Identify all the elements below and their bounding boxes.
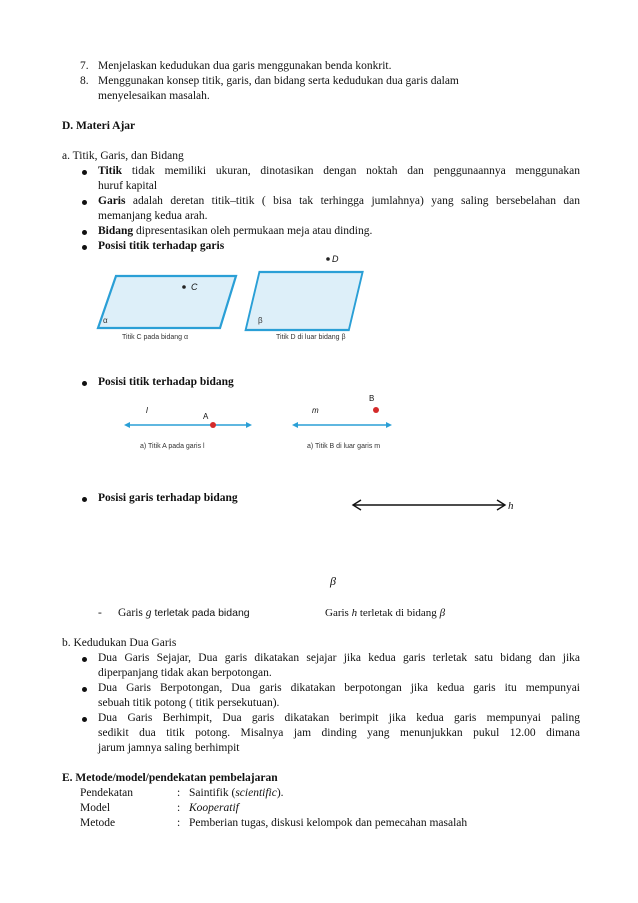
- objective-8-continuation: menyelesaikan masalah.: [98, 90, 210, 102]
- garis-definition: Garis adalah deretan titik–titik ( bisa tak terhingga jumlahnya) yang saling bersebelahan dan: [98, 195, 580, 207]
- point-a-dot: [210, 422, 216, 428]
- subsection-a-heading: a. Titik, Garis, dan Bidang: [62, 150, 184, 162]
- bullet-dot: [82, 200, 87, 205]
- plane-beta: [246, 272, 363, 330]
- berhimpit-line-1: Dua Garis Berhimpit, Dua garis dikatakan berimpit jika kedua garis mempunyai paling: [98, 712, 580, 724]
- bullet-dot: [82, 381, 87, 386]
- metode-value: Pemberian tugas, diskusi kelompok dan pemecahan masalah: [189, 817, 468, 829]
- point-c-label: C: [191, 282, 198, 292]
- sejajar-line-2: diperpanjang tidak akan berpotongan.: [98, 667, 272, 679]
- titik-definition: Titik tidak memiliki ukuran, dinotasikan dengan noktah dan penggunaannya menggunakan: [98, 165, 580, 177]
- plane-alpha: [98, 276, 236, 328]
- berhimpit-line-3: jarum jamnya saling berhimpit: [98, 742, 240, 754]
- caption-garis-h: Garis h terletak di bidang β: [325, 607, 446, 619]
- line-h-label: h: [508, 500, 514, 512]
- objective-8-text: Menggunakan konsep titik, garis, dan bidang serta kedudukan dua garis dalam: [98, 75, 459, 87]
- pendekatan-sep: :: [177, 787, 181, 799]
- model-value: Kooperatif: [189, 802, 239, 814]
- caption-point-b: a) Titik B di luar garis m: [307, 443, 381, 450]
- posisi-titik-garis-heading: Posisi titik terhadap garis: [98, 240, 225, 252]
- pendekatan-value: Saintifik (scientific).: [189, 787, 284, 799]
- lines-figure: [124, 400, 394, 440]
- point-b-dot: [373, 407, 379, 413]
- planes-figure: [96, 254, 366, 346]
- section-e-heading: E. Metode/model/pendekatan pembelajaran: [62, 772, 278, 784]
- pendekatan-label: Pendekatan: [80, 787, 134, 799]
- berpotongan-line-2: sebuah titik potong ( titik persekutuan).: [98, 697, 280, 709]
- garis-definition-cont: memanjang kedua arah.: [98, 210, 208, 222]
- plane-beta-label: β: [330, 574, 336, 588]
- line-m-label: m: [312, 406, 319, 415]
- bullet-dot: [82, 657, 87, 662]
- bullet-dot: [82, 170, 87, 175]
- model-label: Model: [80, 802, 111, 814]
- line-h-arrow: [350, 498, 510, 512]
- caption-point-d: Titik D di luar bidang β: [276, 334, 346, 341]
- point-d-dot: [326, 257, 330, 261]
- alpha-label: α: [103, 316, 108, 325]
- caption-point-a: a) Titik A pada garis l: [140, 443, 205, 450]
- bullet-dot: [82, 230, 87, 235]
- berhimpit-line-2: sedikit dua titik potong. Misalnya jam dinding yang menunjukkan pukul 12.00 dimana: [98, 727, 580, 739]
- line-l-label: l: [146, 406, 148, 415]
- metode-sep: :: [177, 817, 181, 829]
- bullet-dot: [82, 717, 87, 722]
- model-sep: :: [177, 802, 181, 814]
- objective-7-number: 7.: [80, 60, 89, 72]
- sejajar-line-1: Dua Garis Sejajar, Dua garis dikatakan sejajar jika kedua garis terletak satu bidang dan jika: [98, 652, 580, 664]
- posisi-titik-bidang-heading: Posisi titik terhadap bidang: [98, 376, 234, 388]
- posisi-garis-bidang-heading: Posisi garis terhadap bidang: [98, 492, 238, 504]
- titik-definition-cont: huruf kapital: [98, 180, 158, 192]
- subsection-b-heading: b. Kedudukan Dua Garis: [62, 637, 177, 649]
- bullet-dot: [82, 245, 87, 250]
- caption-g-dash: -: [98, 607, 102, 619]
- metode-label: Metode: [80, 817, 116, 829]
- objective-7-text: Menjelaskan kedudukan dua garis menggunakan benda konkrit.: [98, 60, 392, 72]
- bullet-dot: [82, 497, 87, 502]
- section-d-heading: D. Materi Ajar: [62, 120, 136, 132]
- point-d-label: D: [332, 254, 339, 264]
- objective-8-number: 8.: [80, 75, 89, 87]
- bidang-definition: Bidang dipresentasikan oleh permukaan meja atau dinding.: [98, 225, 373, 237]
- berpotongan-line-1: Dua Garis Berpotongan, Dua garis dikatakan berpotongan jika kedua garis itu mempunyai: [98, 682, 580, 694]
- bullet-dot: [82, 687, 87, 692]
- caption-garis-g: Garis g terletak pada bidang: [118, 607, 250, 619]
- beta-label: β: [258, 316, 263, 325]
- point-b-label: B: [369, 394, 375, 403]
- point-a-label: A: [203, 412, 209, 421]
- caption-point-c: Titik C pada bidang α: [122, 334, 189, 341]
- point-c-dot: [182, 285, 186, 289]
